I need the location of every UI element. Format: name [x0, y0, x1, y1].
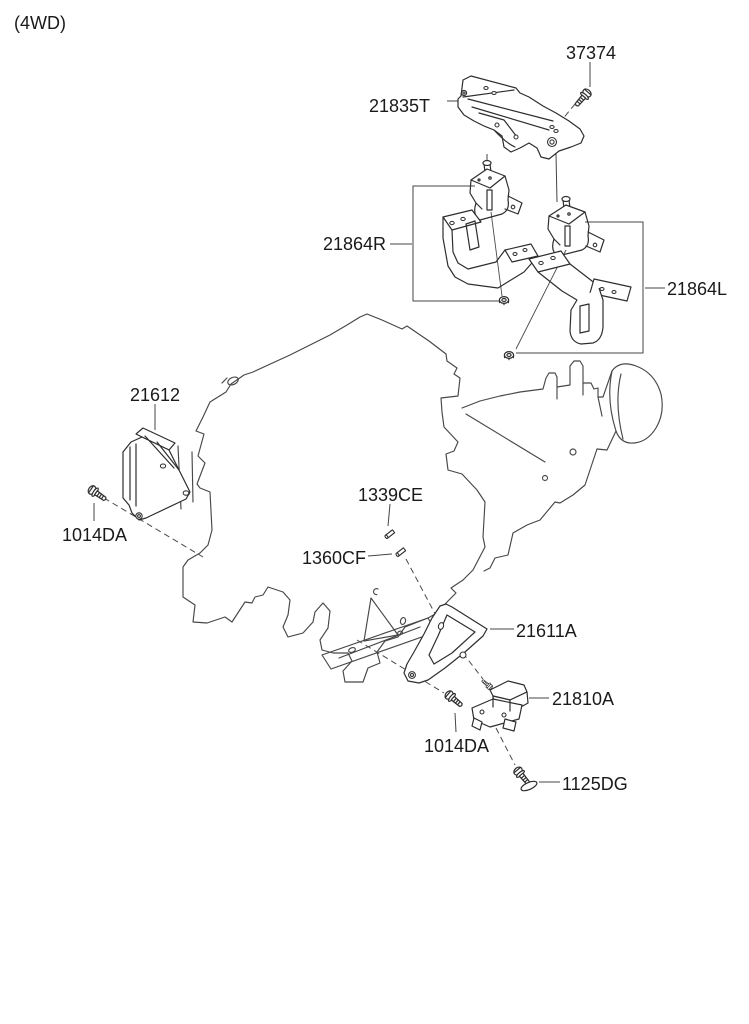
callout-21864R: 21864R	[323, 234, 387, 254]
callout-leader-lines	[94, 62, 665, 782]
callout-21612: 21612	[130, 385, 181, 405]
callout-21864L: 21864L	[667, 279, 728, 299]
callout-1339CE: 1339CE	[358, 485, 424, 505]
part-drawing-21611A	[404, 604, 487, 683]
part-drawing-insulator-rear	[548, 197, 604, 257]
variant-label: (4WD)	[14, 13, 66, 33]
part-drawing-21864L	[529, 251, 631, 344]
part-drawing-21612	[123, 428, 190, 520]
part-drawing-21864R	[443, 210, 538, 288]
callout-1125DG: 1125DG	[562, 774, 628, 794]
nut-front-icon	[499, 297, 508, 305]
callout-21810A: 21810A	[552, 689, 615, 709]
part-drawing-21810A	[472, 678, 528, 731]
bolt-1014DA-rear-icon	[443, 689, 465, 709]
bolt-37374-icon	[572, 87, 593, 109]
callout-21611A: 21611A	[516, 621, 577, 641]
callout-labels	[14, 13, 727, 794]
part-drawing-21835T	[458, 76, 584, 159]
callout-1014DA-rear: 1014DA	[424, 736, 490, 756]
callout-1360CF: 1360CF	[302, 548, 367, 568]
callout-37374: 37374	[566, 43, 617, 63]
callout-1014DA-front: 1014DA	[62, 525, 128, 545]
pin-1360CF-icon	[395, 548, 405, 557]
nut-rear-icon	[504, 352, 513, 360]
part-drawing-insulator-front	[470, 161, 522, 221]
bolt-1014DA-front-icon	[86, 484, 108, 503]
leader-box-21864R	[413, 186, 499, 301]
callout-21835T: 21835T	[369, 96, 431, 116]
pin-1339CE-icon	[384, 530, 394, 539]
